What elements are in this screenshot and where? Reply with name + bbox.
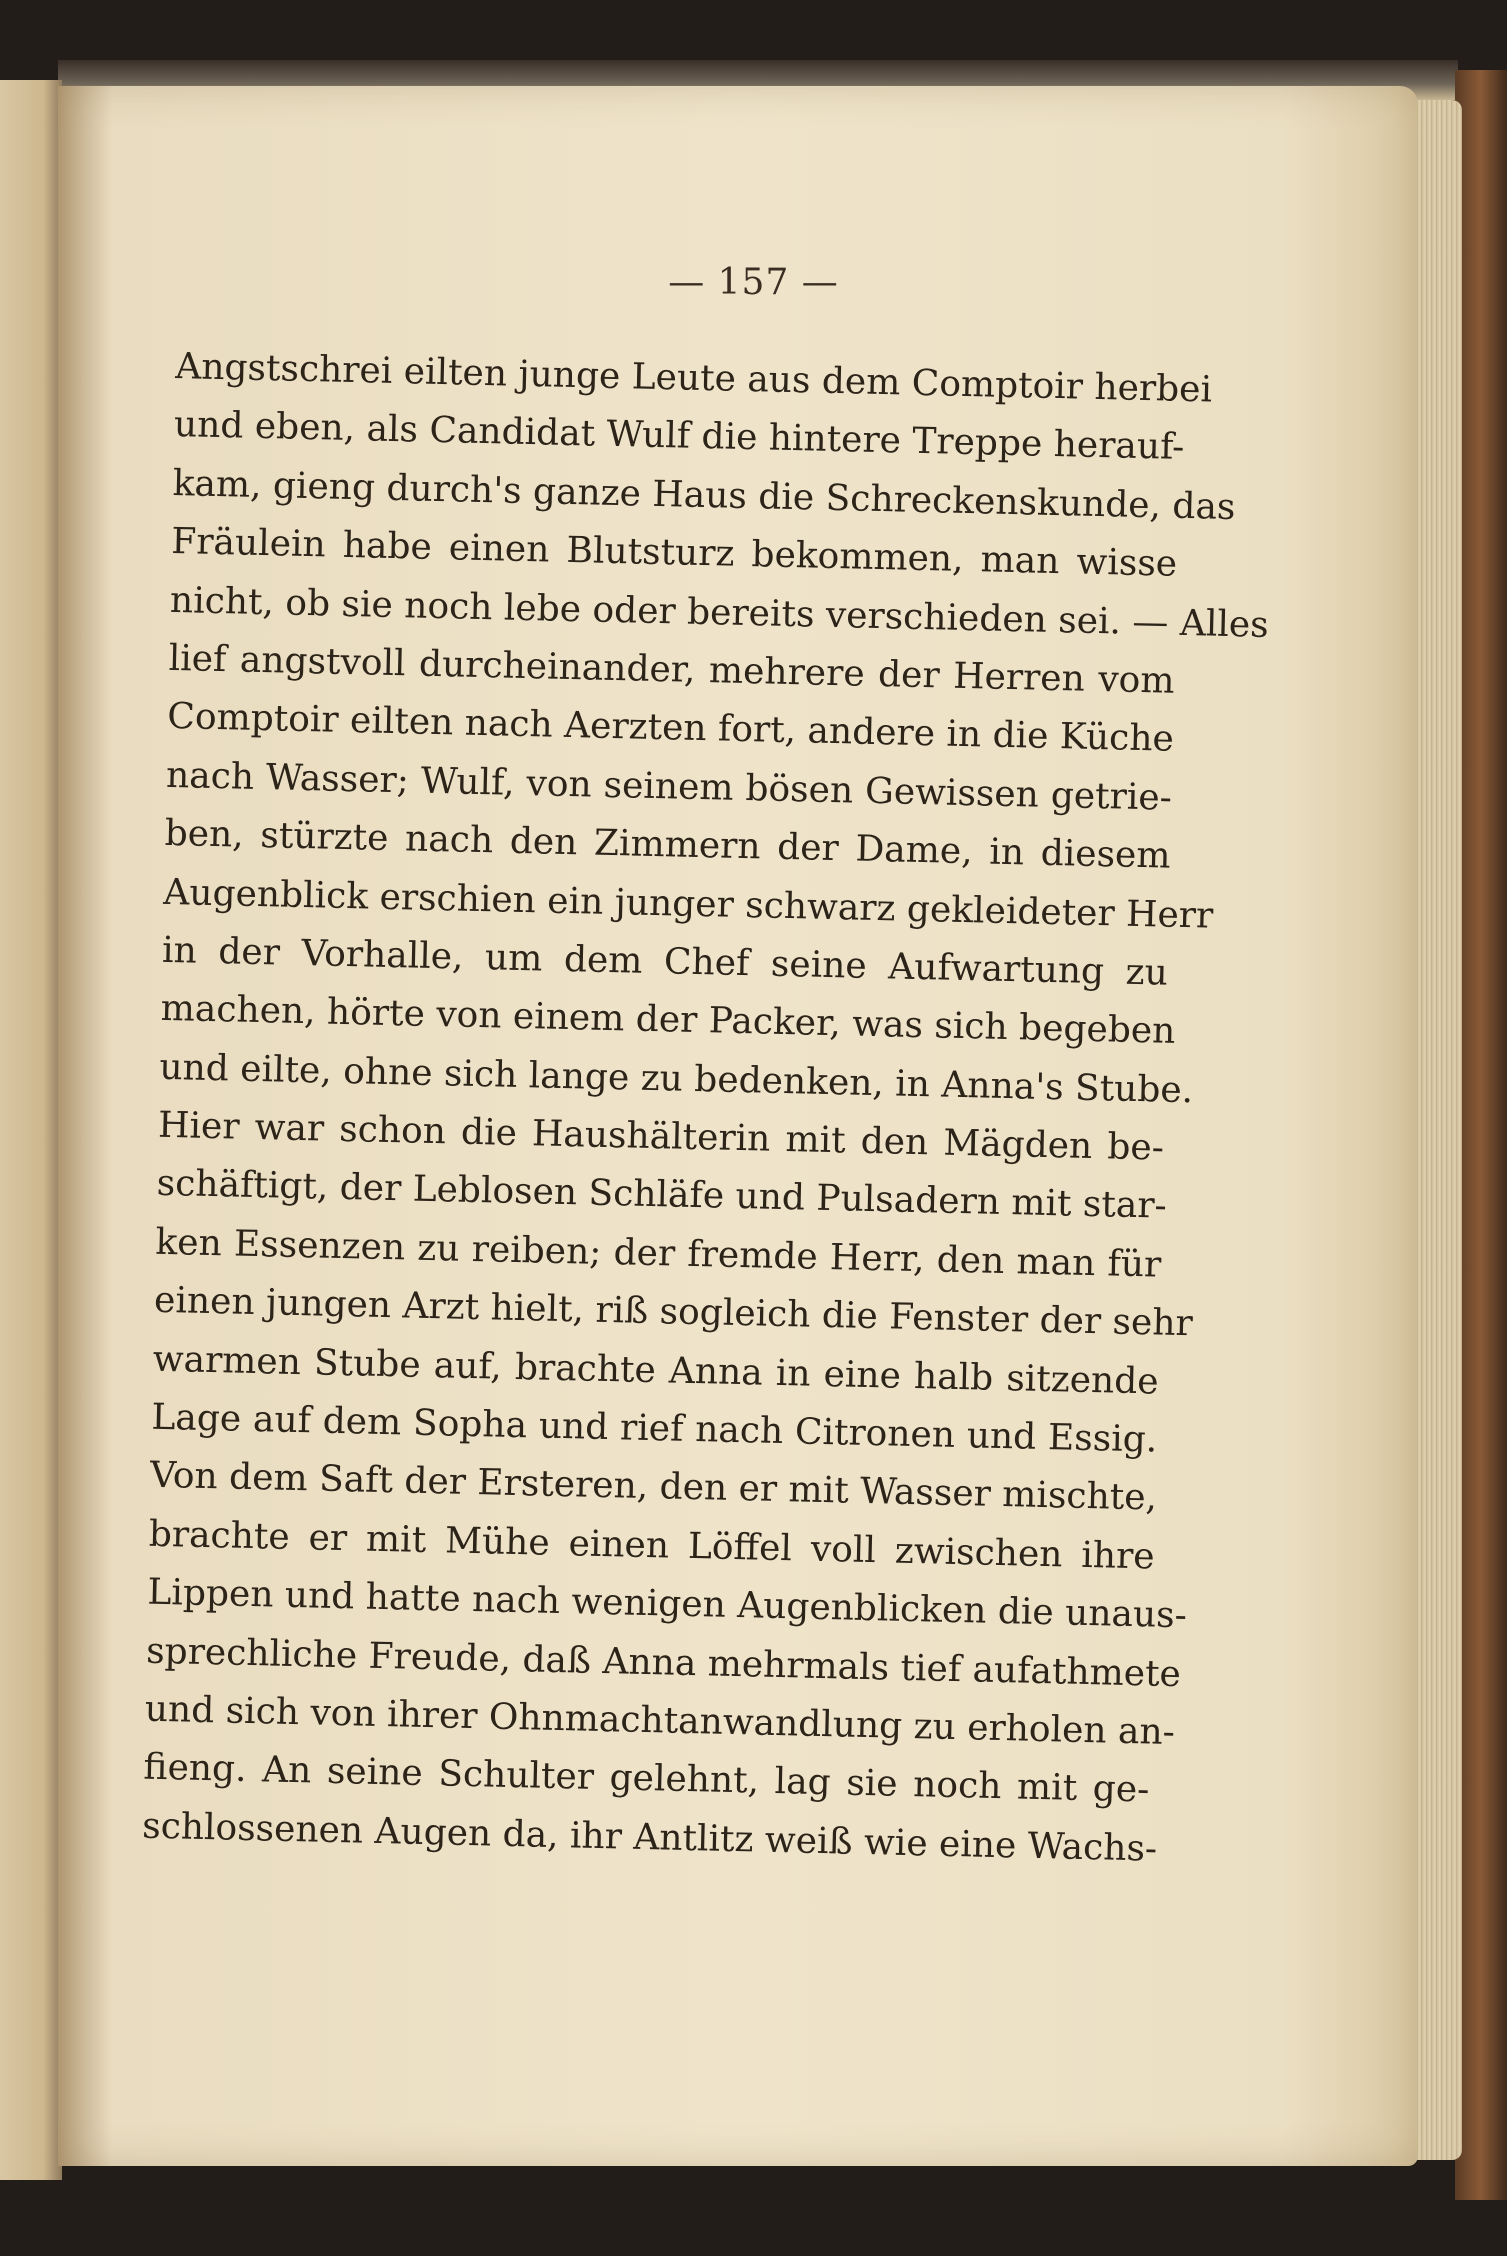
page-body-text — [141, 338, 1270, 1879]
text-line: Von dem Saft der Ersteren, den er mit Wasser mischte, — [149, 1455, 1158, 1519]
text-line: Angstschrei eilten junge Leute aus dem Comptoir herbei — [174, 345, 1213, 411]
text-line: machen, hörte von einem der Packer, was sich begeben — [160, 988, 1176, 1053]
page-number: — 157 — — [668, 262, 839, 303]
text-line: schäftigt, der Leblosen Schläfe und Pulsadern mit star- — [156, 1163, 1168, 1228]
text-line: ken Essenzen zu reiben; der fremde Herr, den man für — [155, 1221, 1162, 1286]
book-cover-edge — [1455, 70, 1507, 2200]
text-line: in der Vorhalle, um dem Chef seine Aufwartung zu — [161, 929, 1169, 994]
text-line: und eben, als Candidat Wulf die hintere Treppe herauf- — [173, 404, 1185, 469]
text-line: fieng. An seine Schulter gelehnt, lag sie noch mit ge- — [143, 1747, 1150, 1811]
text-line: Comptoir eilten nach Aerzten fort, andere in die Küche — [166, 696, 1175, 761]
text-line: Lippen und hatte nach wenigen Augenblicken die unaus- — [147, 1571, 1188, 1637]
text-line: brachte er mit Mühe einen Löffel voll zwischen ihre — [148, 1513, 1156, 1578]
text-line: und eilte, ohne sich lange zu bedenken, in Anna's Stube. — [158, 1046, 1194, 1111]
facing-page-edge — [0, 80, 62, 2180]
text-line: nach Wasser; Wulf, von seinem bösen Gewissen getrie- — [165, 754, 1173, 819]
text-line: Hier war schon die Haushälterin mit den Mägden be- — [157, 1104, 1165, 1169]
text-line: ben, stürzte nach den Zimmern der Dame, in diesem — [164, 813, 1171, 877]
text-line: und sich von ihrer Ohnmachtanwandlung zu erholen an- — [144, 1688, 1176, 1753]
page-stack-edge — [1412, 100, 1462, 2160]
text-line: schlossenen Augen da, ihr Antlitz weiß wie eine Wachs- — [141, 1805, 1158, 1870]
text-line: Fräulein habe einen Blutsturz bekommen, man wisse — [170, 521, 1178, 585]
text-line: Lage auf dem Sopha und rief nach Citronen und Essig. — [151, 1396, 1158, 1461]
text-line: nicht, ob sie noch lebe oder bereits verschieden sei. — Alles — [169, 579, 1270, 646]
text-line: einen jungen Arzt hielt, riß sogleich die Fenster der sehr — [153, 1280, 1194, 1345]
text-line: kam, gieng durch's ganze Haus die Schreckenskunde, das — [172, 462, 1236, 528]
text-line: sprechliche Freude, daß Anna mehrmals tief aufathmete — [145, 1630, 1182, 1695]
text-line: lief angstvoll durcheinander, mehrere der Herren vom — [168, 637, 1175, 702]
text-line: Augenblick erschien ein junger schwarz gekleideter Herr — [162, 871, 1214, 937]
text-line: warmen Stube auf, brachte Anna in eine halb sitzende — [152, 1338, 1160, 1403]
